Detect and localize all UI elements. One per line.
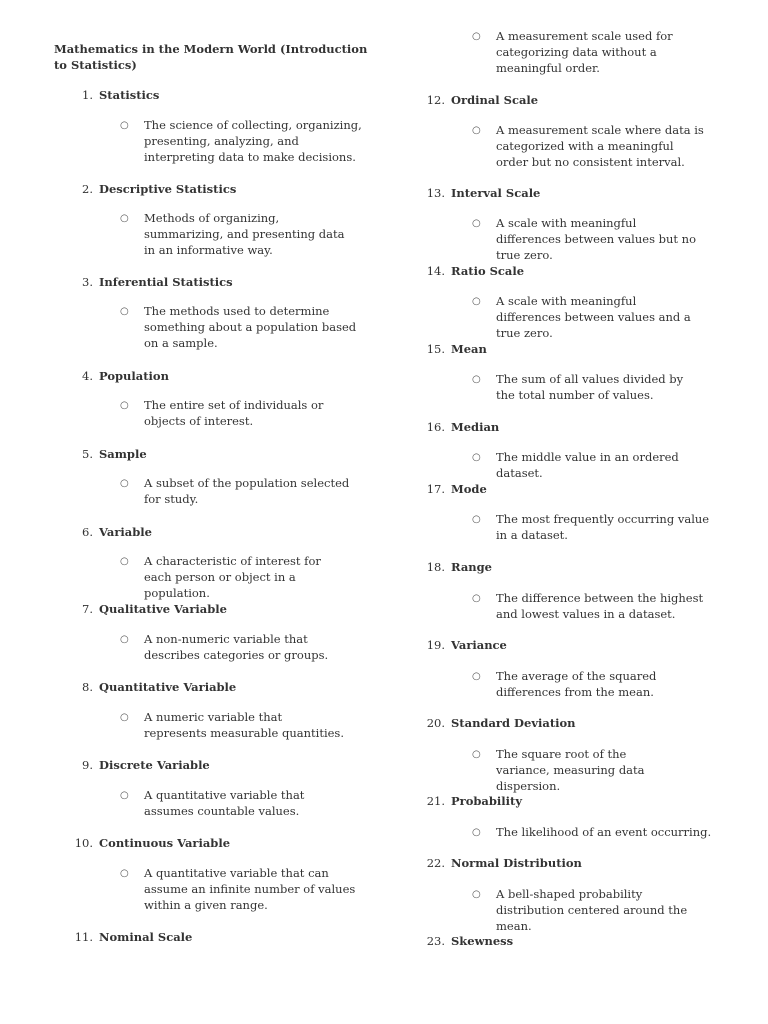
definition-text: The methods used to determine something about a population based on a sample. xyxy=(144,304,357,350)
list-item-term xyxy=(74,835,231,851)
term-name: Discrete Variable xyxy=(99,758,210,772)
hollow-bullet-icon: ○ xyxy=(120,306,129,317)
term-name: Ordinal Scale xyxy=(451,93,539,107)
hollow-bullet-icon: ○ xyxy=(120,478,129,489)
hollow-bullet-icon: ○ xyxy=(472,296,481,307)
hollow-bullet-icon: ○ xyxy=(120,634,129,645)
list-item-number: 2. xyxy=(82,182,93,196)
term-name: Variable xyxy=(99,525,152,539)
list-item-term xyxy=(426,341,487,357)
list-item-number: 3. xyxy=(82,275,93,289)
definition-bullet xyxy=(472,825,716,841)
definition-bullet xyxy=(120,866,362,913)
term-name: Population xyxy=(99,369,169,383)
list-item-number: 1. xyxy=(82,88,93,102)
list-item-number: 12. xyxy=(426,93,445,107)
term-name: Statistics xyxy=(99,88,160,102)
hollow-bullet-icon: ○ xyxy=(120,712,129,723)
hollow-bullet-icon: ○ xyxy=(472,514,481,525)
definition-bullet xyxy=(120,554,344,601)
hollow-bullet-icon: ○ xyxy=(472,31,481,42)
term-name: Sample xyxy=(99,447,147,461)
hollow-bullet-icon: ○ xyxy=(120,400,129,411)
definition-bullet xyxy=(472,450,716,482)
definition-bullet xyxy=(120,211,359,258)
hollow-bullet-icon: ○ xyxy=(120,213,129,224)
definition-text: A scale with meaningful differences between values and a true zero. xyxy=(496,294,691,340)
list-item-number: 21. xyxy=(426,794,445,808)
list-item-number: 11. xyxy=(74,930,93,944)
definition-text: The likelihood of an event occurring. xyxy=(496,825,712,839)
list-item-term xyxy=(426,855,582,871)
list-item-term xyxy=(74,929,193,945)
term-name: Variance xyxy=(451,638,507,652)
list-item-number: 16. xyxy=(426,420,445,434)
list-item-term xyxy=(82,368,169,384)
definition-bullet xyxy=(120,632,359,664)
list-item-term xyxy=(82,757,210,773)
term-name: Range xyxy=(451,560,492,574)
term-name: Quantitative Variable xyxy=(99,680,237,694)
definition-text: A quantitative variable that can assume an infinite number of values within a given range. xyxy=(144,866,356,912)
list-item-number: 10. xyxy=(74,836,93,850)
list-item-number: 13. xyxy=(426,186,445,200)
definition-text: A numeric variable that represents measurable quantities. xyxy=(144,710,344,740)
list-item-term xyxy=(426,263,525,279)
list-item-number: 5. xyxy=(82,447,93,461)
list-item-term xyxy=(426,185,541,201)
term-name: Standard Deviation xyxy=(451,716,576,730)
list-item-term xyxy=(426,637,507,653)
list-item-term xyxy=(82,87,160,103)
list-item-term xyxy=(82,524,152,540)
hollow-bullet-icon: ○ xyxy=(472,125,481,136)
term-name: Interval Scale xyxy=(451,186,541,200)
term-name: Continuous Variable xyxy=(99,836,231,850)
list-item-number: 15. xyxy=(426,342,445,356)
term-name: Mode xyxy=(451,482,487,496)
definition-bullet xyxy=(120,476,364,508)
list-item-term xyxy=(82,679,237,695)
definition-text: A measurement scale where data is categorized with a meaningful order but no consistent interval. xyxy=(496,123,704,169)
list-item-number: 8. xyxy=(82,680,93,694)
term-name: Nominal Scale xyxy=(99,930,193,944)
definition-bullet xyxy=(472,29,716,76)
term-name: Ratio Scale xyxy=(451,264,525,278)
definition-bullet xyxy=(472,591,716,623)
list-item-term xyxy=(426,92,539,108)
term-name: Inferential Statistics xyxy=(99,275,233,289)
list-item-number: 18. xyxy=(426,560,445,574)
definition-text: The most frequently occurring value in a dataset. xyxy=(496,512,710,542)
list-item-term xyxy=(82,181,237,197)
definition-text: Methods of organizing, summarizing, and presenting data in an informative way. xyxy=(144,211,345,257)
definition-text: The entire set of individuals or objects of interest. xyxy=(144,398,324,428)
hollow-bullet-icon: ○ xyxy=(472,889,481,900)
definition-bullet xyxy=(472,216,701,263)
list-item-number: 7. xyxy=(82,602,93,616)
definition-bullet xyxy=(472,747,676,794)
term-name: Qualitative Variable xyxy=(99,602,227,616)
definition-text: A characteristic of interest for each person or object in a population. xyxy=(144,554,321,600)
definition-text: The square root of the variance, measuring data dispersion. xyxy=(496,747,645,793)
list-item-term xyxy=(426,559,492,575)
list-item-term xyxy=(426,715,576,731)
definition-text: A quantitative variable that assumes countable values. xyxy=(144,788,305,818)
definition-bullet xyxy=(120,710,344,742)
definition-text: A bell-shaped probability distribution centered around the mean. xyxy=(496,887,688,933)
term-name: Probability xyxy=(451,794,523,808)
term-name: Median xyxy=(451,420,500,434)
definition-text: The sum of all values divided by the total number of values. xyxy=(496,372,684,402)
list-item-term xyxy=(426,481,487,497)
list-item-number: 6. xyxy=(82,525,93,539)
definition-bullet xyxy=(472,669,711,701)
definition-bullet xyxy=(472,123,706,170)
list-item-term xyxy=(82,601,227,617)
definition-bullet xyxy=(472,372,696,404)
hollow-bullet-icon: ○ xyxy=(472,593,481,604)
definition-text: The difference between the highest and lowest values in a dataset. xyxy=(496,591,704,621)
hollow-bullet-icon: ○ xyxy=(472,749,481,760)
definition-text: A scale with meaningful differences between values but no true zero. xyxy=(496,216,697,262)
list-item-number: 19. xyxy=(426,638,445,652)
hollow-bullet-icon: ○ xyxy=(120,868,129,879)
list-item-number: 17. xyxy=(426,482,445,496)
term-name: Normal Distribution xyxy=(451,856,582,870)
hollow-bullet-icon: ○ xyxy=(120,120,129,131)
definition-bullet xyxy=(120,118,366,165)
list-item-number: 20. xyxy=(426,716,445,730)
definition-text: The middle value in an ordered dataset. xyxy=(496,450,679,480)
term-name: Descriptive Statistics xyxy=(99,182,237,196)
term-name: Mean xyxy=(451,342,487,356)
list-item-term xyxy=(426,793,523,809)
hollow-bullet-icon: ○ xyxy=(472,218,481,229)
definition-bullet xyxy=(472,294,701,341)
list-item-number: 14. xyxy=(426,264,445,278)
definition-text: The science of collecting, organizing, presenting, analyzing, and interpreting data to make decisions. xyxy=(144,118,362,164)
hollow-bullet-icon: ○ xyxy=(472,827,481,838)
hollow-bullet-icon: ○ xyxy=(472,374,481,385)
hollow-bullet-icon: ○ xyxy=(472,452,481,463)
list-item-term xyxy=(82,274,233,290)
definition-bullet xyxy=(472,512,716,544)
list-item-number: 23. xyxy=(426,934,445,948)
list-item-number: 4. xyxy=(82,369,93,383)
hollow-bullet-icon: ○ xyxy=(120,556,129,567)
definition-bullet xyxy=(120,788,354,820)
definition-text: A subset of the population selected for study. xyxy=(144,476,350,506)
hollow-bullet-icon: ○ xyxy=(120,790,129,801)
document-title: Mathematics in the Modern World (Introduction to Statistics) xyxy=(54,42,368,72)
definition-bullet xyxy=(120,398,364,430)
definition-text: A non-numeric variable that describes categories or groups. xyxy=(144,632,329,662)
definition-text: The average of the squared differences from the mean. xyxy=(496,669,657,699)
term-name: Skewness xyxy=(451,934,514,948)
list-item-number: 9. xyxy=(82,758,93,772)
list-item-term xyxy=(426,933,514,949)
hollow-bullet-icon: ○ xyxy=(472,671,481,682)
definition-text: A measurement scale used for categorizing data without a meaningful order. xyxy=(496,29,673,75)
definition-bullet xyxy=(120,304,366,351)
list-item-term xyxy=(82,446,147,462)
list-item-term xyxy=(426,419,500,435)
definition-bullet xyxy=(472,887,706,934)
list-item-number: 22. xyxy=(426,856,445,870)
